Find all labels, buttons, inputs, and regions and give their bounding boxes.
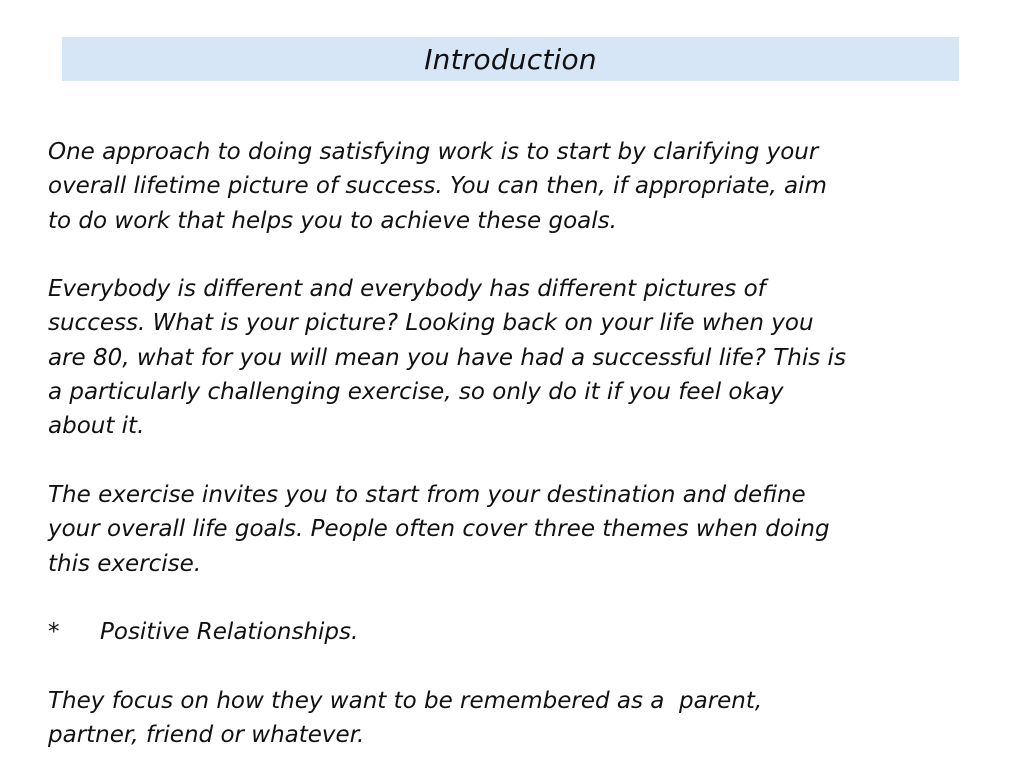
slide-body [48,135,988,752]
bullet-item [48,615,988,649]
bullet-text: Positive Relationships. [100,619,359,646]
title-bar [62,37,959,81]
paragraph-2: Everybody is different and everybody has different pictures of success. What is your picture? Looking back on your life when you are 80, what for you will mean you have had a successful life? This is a particularly challenging exercise, so only do it if you feel okay about it. [48,276,846,440]
paragraph-3: The exercise invites you to start from your destination and define your overall life goals. People often cover three themes when doing this exercise. [48,481,830,577]
bullet-marker: * [48,619,60,646]
paragraph-1: One approach to doing satisfying work is to start by clarifying your overall lifetime picture of success. You can then, if appropriate, aim to do work that helps you to achieve these goals. [48,139,827,234]
slide-title: Introduction [424,42,597,76]
closing-paragraph: They focus on how they want to be remembered as a parent, partner, friend or whatever. [48,687,763,749]
